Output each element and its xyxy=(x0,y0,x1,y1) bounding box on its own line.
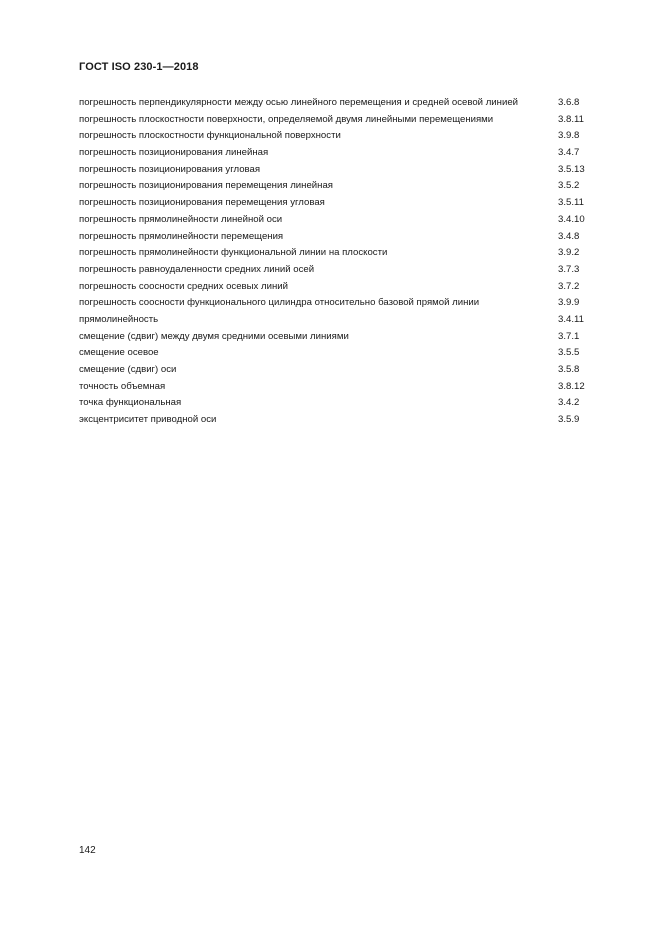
index-term: погрешность соосности средних осевых линий xyxy=(79,280,288,292)
index-ref: 3.5.13 xyxy=(558,163,585,175)
index-term: смещение (сдвиг) между двумя средними осевыми линиями xyxy=(79,330,349,342)
index-ref: 3.5.11 xyxy=(558,197,584,209)
index-term: прямолинейность xyxy=(79,313,159,325)
index-ref: 3.4.10 xyxy=(558,213,585,225)
index-ref: 3.5.8 xyxy=(558,364,580,375)
index-term: эксцентриситет приводной оси xyxy=(79,414,217,426)
index-ref: 3.7.3 xyxy=(558,263,580,275)
index-entry xyxy=(79,314,609,326)
index-term: точность объемная xyxy=(79,380,166,392)
index-entry xyxy=(79,164,609,176)
index-entry xyxy=(79,364,609,376)
index-ref: 3.4.8 xyxy=(558,230,580,242)
index-term: погрешность позиционирования угловая xyxy=(79,163,261,175)
index-term: погрешность позиционирования перемещения линейная xyxy=(79,180,333,192)
index-ref: 3.9.8 xyxy=(558,130,580,142)
index-term: точка функциональная xyxy=(79,397,182,409)
index-term: погрешность прямолинейности перемещения xyxy=(79,230,284,242)
index-entry xyxy=(79,247,609,259)
document-header: ГОСТ ISO 230-1—2018 xyxy=(79,61,199,73)
index-term: погрешность прямолинейности линейной оси xyxy=(79,213,283,225)
index-entry xyxy=(79,397,609,409)
index-term: погрешность равноудаленности средних линий осей xyxy=(79,263,315,275)
index-ref: 3.5.2 xyxy=(558,180,580,192)
index-entry xyxy=(79,197,609,209)
index-term: погрешность позиционирования линейная xyxy=(79,147,269,159)
index-entry xyxy=(79,264,609,276)
page-number: 142 xyxy=(79,845,96,856)
index-ref: 3.9.9 xyxy=(558,297,580,309)
index-term: погрешность плоскостности функциональной поверхности xyxy=(79,130,341,142)
index-term: погрешность плоскостности поверхности, определяемой двумя линейными перемещениями xyxy=(79,113,494,125)
index-ref: 3.7.1 xyxy=(558,330,580,342)
index-ref: 3.8.12 xyxy=(558,380,585,392)
index-entry xyxy=(79,180,609,192)
index-term: погрешность прямолинейности функциональной линии на плоскости xyxy=(79,247,388,259)
index-ref: 3.7.2 xyxy=(558,280,580,292)
index-term: смещение осевое xyxy=(79,347,159,359)
index-ref: 3.4.7 xyxy=(558,147,580,159)
index-ref: 3.6.8 xyxy=(558,97,580,108)
index-entry xyxy=(79,281,609,293)
index-entry xyxy=(79,381,609,393)
index-ref: 3.4.2 xyxy=(558,397,580,409)
index-entry xyxy=(79,414,609,426)
index-entry xyxy=(79,297,609,309)
index-ref: 3.5.9 xyxy=(558,414,580,426)
index-term: погрешность позиционирования перемещения угловая xyxy=(79,197,325,209)
index-entry xyxy=(79,130,609,142)
alphabetical-index xyxy=(79,97,609,431)
index-ref: 3.9.2 xyxy=(558,247,580,259)
index-term: погрешность перпендикулярности между осью линейного перемещения и средней осевой линией xyxy=(79,97,519,108)
index-entry xyxy=(79,347,609,359)
index-entry xyxy=(79,331,609,343)
index-entry xyxy=(79,231,609,243)
index-entry xyxy=(79,147,609,159)
index-ref: 3.4.11 xyxy=(558,313,584,325)
index-entry xyxy=(79,114,609,126)
index-term: смещение (сдвиг) оси xyxy=(79,364,177,375)
index-ref: 3.5.5 xyxy=(558,347,580,359)
index-entry xyxy=(79,214,609,226)
index-ref: 3.8.11 xyxy=(558,113,584,125)
index-term: погрешность соосности функционального цилиндра относительно базовой прямой линии xyxy=(79,297,480,309)
index-entry xyxy=(79,97,609,109)
